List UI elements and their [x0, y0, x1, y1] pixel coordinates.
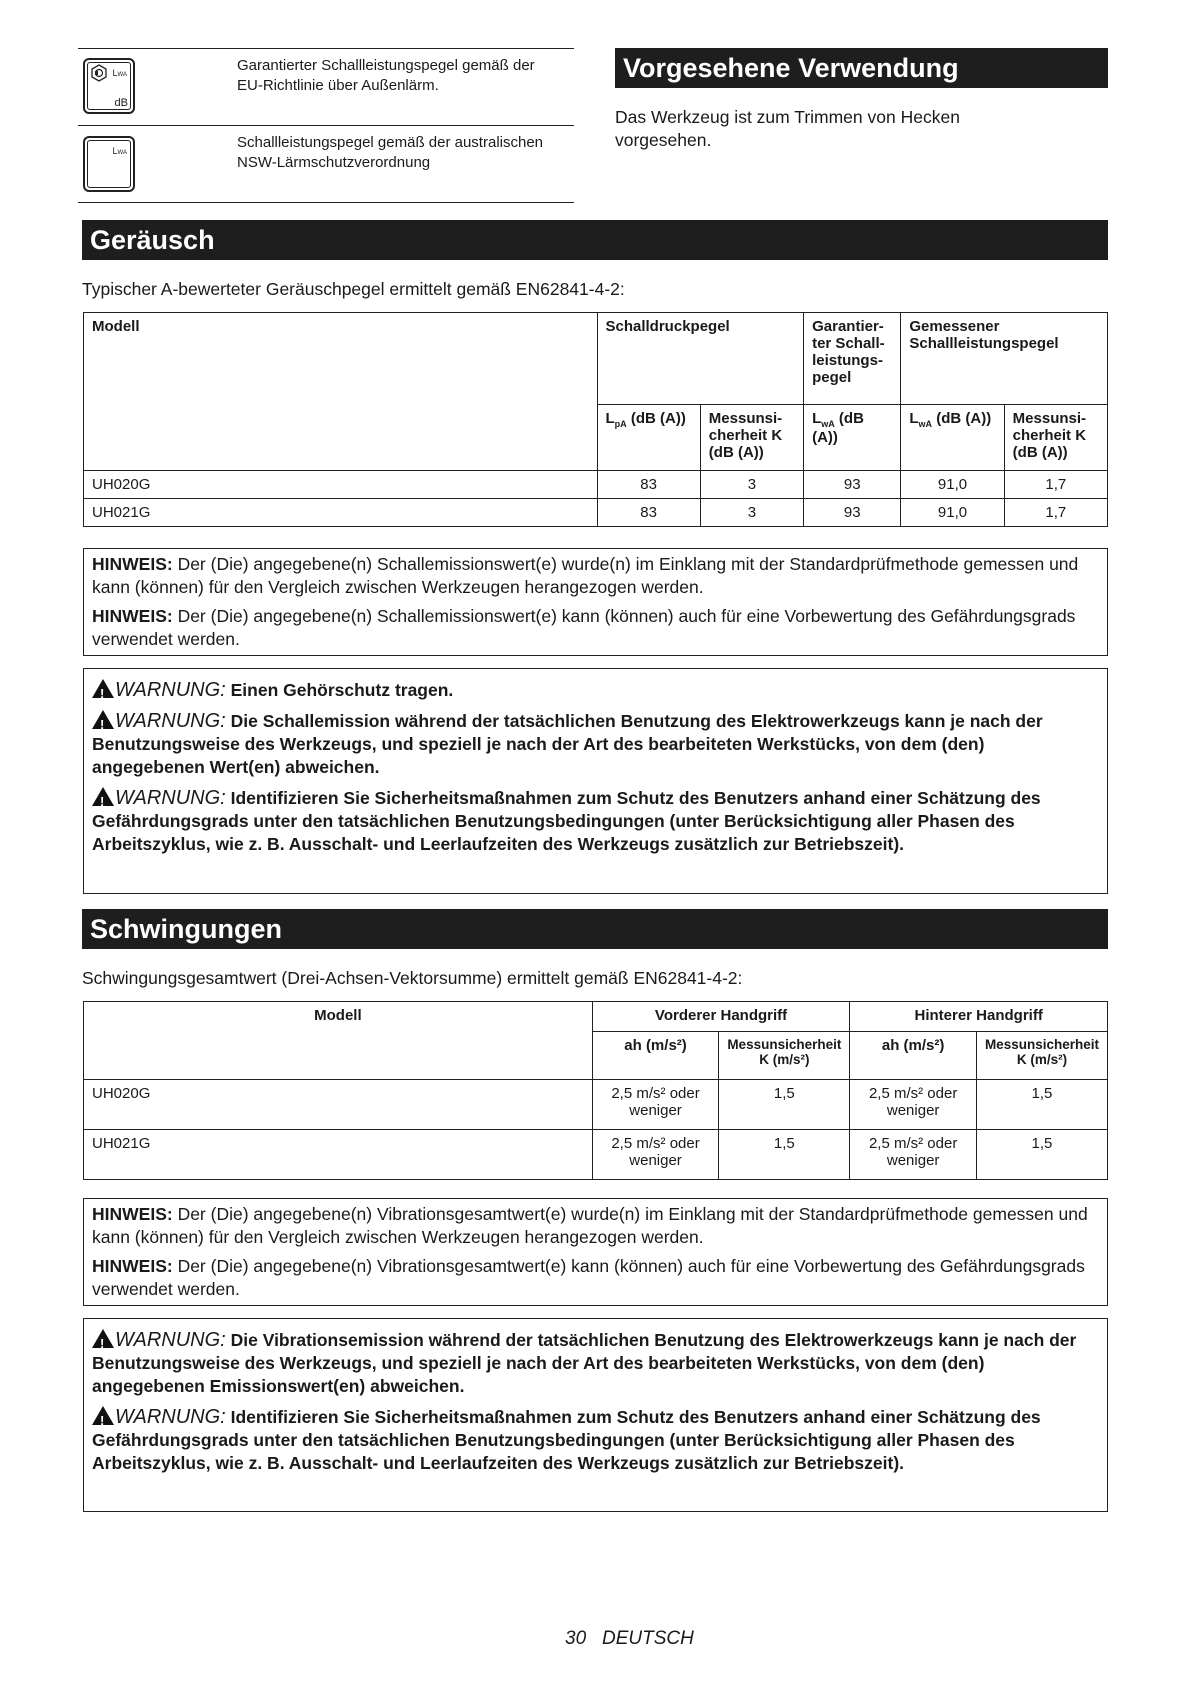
guaranteed-sound-power-symbol-icon: LWA dB: [83, 58, 135, 114]
section-title-noise: Geräusch: [82, 220, 1108, 260]
table-row: UH020G 83 3 93 91,0 1,7: [84, 471, 1108, 499]
noise-notes-box: [83, 548, 1108, 656]
note: HINWEIS: Der (Die) angegebene(n) Schallemissionswert(e) wurde(n) im Einklang mit der Standardprüfmethode gemessen und kann (können) für den Vergleich zwischen Werkzeugen herangezogen werden.: [92, 554, 1079, 597]
page-number: 30: [565, 1628, 587, 1649]
note: HINWEIS: Der (Die) angegebene(n) Schallemissionswert(e) kann (können) auch für eine Vorbewertung des Gefährdungsgrads verwendet werden.: [92, 606, 1076, 649]
divider: [78, 202, 574, 203]
warning: !WARNUNG: Einen Gehörschutz tragen.: [92, 677, 1099, 702]
warning: !WARNUNG: Die Vibrationsemission während der tatsächlichen Benutzung des Elektrowerkzeugs kann je nach der Benutzungsweise des Werkzeugs, und speziell je nach der Art des bearbeiteten Werkstücks, von dem (den) angegebenen Emissionswert(en) abweichen.: [92, 1327, 1099, 1398]
warning-triangle-icon: [92, 1329, 114, 1348]
nsw-sound-power-symbol-icon: LWA: [83, 136, 135, 192]
speaker-icon: [90, 64, 108, 82]
note: HINWEIS: Der (Die) angegebene(n) Vibrationsgesamtwert(e) wurde(n) im Einklang mit der Standardprüfmethode gemessen und kann (können) für den Vergleich zwischen Werkzeugen herangezogen werden.: [92, 1204, 1088, 1247]
noise-intro: Typischer A-bewerteter Geräuschpegel ermittelt gemäß EN62841-4-2:: [82, 279, 625, 299]
intended-use-text: Das Werkzeug ist zum Trimmen von Hecken vorgesehen.: [615, 107, 960, 150]
noise-table: Modell Schalldruckpegel Garantier-ter Schall-leistungs-pegel Gemessener Schallleistungspegel $L_{pA}$ (dB (A)) Messunsi-cherheit K (dB (A)) $L_{wA}$ (dB (A)) $L_{wA}$ (dB (A)) Messunsi-cherheit K (dB (A)) UH020G 83 3 93 91,0 1,7 UH021G 83 3 93 91,0 1,7: [83, 312, 1108, 527]
vibration-warnings-box: [83, 1318, 1108, 1512]
table-row: UH020G 2,5 m/s² oder weniger 1,5 2,5 m/s² oder weniger 1,5: [84, 1080, 1108, 1130]
warning-triangle-icon: [92, 787, 114, 806]
warning: !WARNUNG: Identifizieren Sie Sicherheitsmaßnahmen zum Schutz des Benutzers anhand einer Schätzung des Gefährdungsgrads unter den tatsächlichen Benutzungsbedingungen (unter Berücksichtigung aller Phasen des Arbeitszyklus, wie z. B. Ausschalt- und Leerlaufzeiten des Werkzeugs zusätzlich zur Betriebszeit).: [92, 1404, 1099, 1475]
page-footer: [565, 1628, 694, 1650]
warning: !WARNUNG: Die Schallemission während der tatsächlichen Benutzung des Elektrowerkzeugs kann je nach der Benutzungsweise des Werkzeugs, und speziell je nach der Art des bearbeiteten Werkstücks, von dem (den) angegebenen Wert(en) abweichen.: [92, 708, 1099, 779]
vibration-table: Modell Vorderer Handgriff Hinterer Handgriff ah (m/s²) Messunsicherheit K (m/s²) ah (m/s²) Messunsicherheit K (m/s²) UH020G 2,5 m/s² oder weniger 1,5 2,5 m/s² oder weniger 1,5 UH021G 2,5 m/s² oder weniger 1,5 2,5 m/s² oder weniger 1,5: [83, 1001, 1108, 1180]
section-title-vibration: Schwingungen: [82, 909, 1108, 949]
noise-warnings-box: [83, 668, 1108, 894]
section-title-intended-use: Vorgesehene Verwendung: [615, 48, 1108, 88]
note: HINWEIS: Der (Die) angegebene(n) Vibrationsgesamtwert(e) kann (können) auch für eine Vorbewertung des Gefährdungsgrads verwendet werden.: [92, 1256, 1085, 1299]
symbol-description: Garantierter Schallleistungspegel gemäß der EU-Richtlinie über Außenlärm.: [237, 57, 535, 94]
language-label: DEUTSCH: [601, 1628, 694, 1649]
divider: [78, 48, 574, 49]
warning-triangle-icon: [92, 710, 114, 729]
warning-triangle-icon: [92, 679, 114, 698]
vibration-notes-box: [83, 1198, 1108, 1306]
divider: [78, 125, 574, 126]
table-row: UH021G 2,5 m/s² oder weniger 1,5 2,5 m/s² oder weniger 1,5: [84, 1130, 1108, 1180]
symbol-description: Schallleistungspegel gemäß der australischen NSW-Lärmschutzverordnung: [237, 134, 544, 171]
vibration-intro: Schwingungsgesamtwert (Drei-Achsen-Vektorsumme) ermittelt gemäß EN62841-4-2:: [82, 968, 743, 988]
table-row: UH021G 83 3 93 91,0 1,7: [84, 499, 1108, 527]
warning-triangle-icon: [92, 1406, 114, 1425]
warning: !WARNUNG: Identifizieren Sie Sicherheitsmaßnahmen zum Schutz des Benutzers anhand einer Schätzung des Gefährdungsgrads unter den tatsächlichen Benutzungsbedingungen (unter Berücksichtigung aller Phasen des Arbeitszyklus, wie z. B. Ausschalt- und Leerlaufzeiten des Werkzeugs zusätzlich zur Betriebszeit).: [92, 785, 1099, 856]
